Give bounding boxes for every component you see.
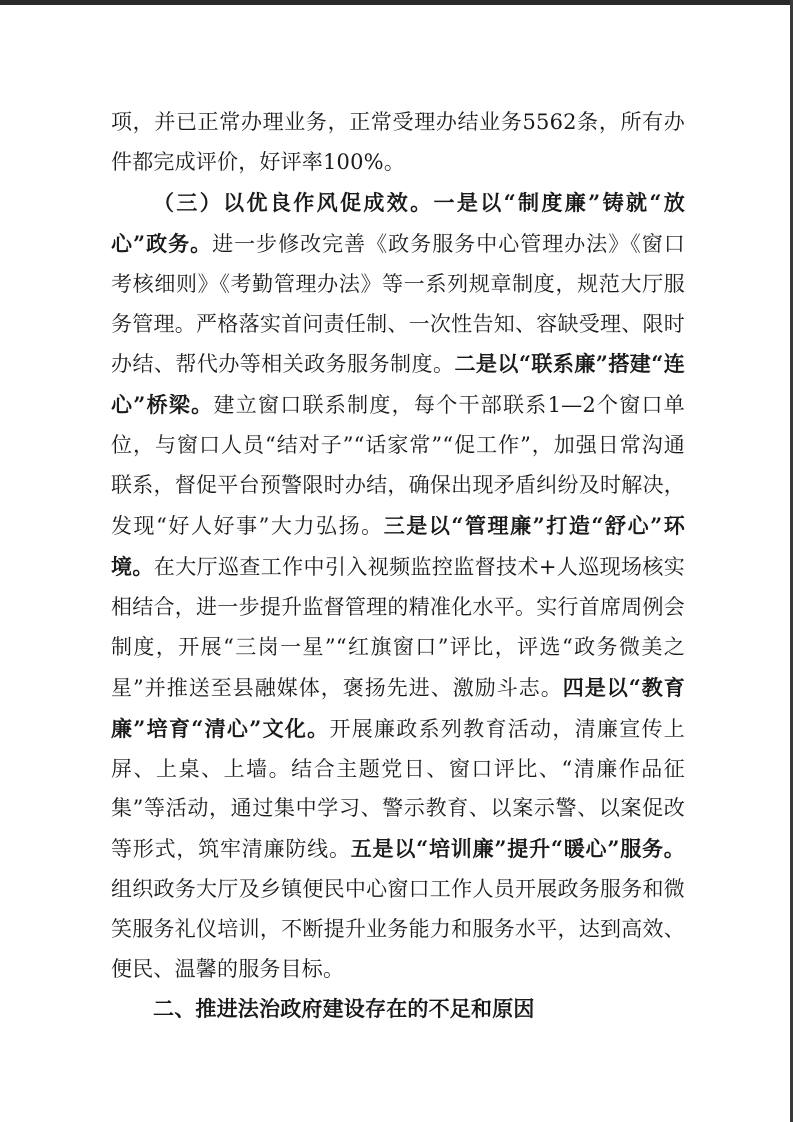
paragraph-three-bold-2: 二是以“联系廉”搭建“连心”桥梁。 — [111, 351, 686, 418]
paragraph-three — [111, 183, 685, 990]
paragraph-three-bold-3: 三是以“管理廉”打造“舒心”环境。 — [111, 513, 685, 579]
document-page — [111, 103, 685, 1030]
paragraph-three-text-4: 开展廉政系列教育活动，清廉宣传上屏、上桌、上墙。结合主题党日、窗口评比、“清廉作品征集”等活动，通过集中学习、警示教育、以案示警、以案促改等形式，筑牢清廉防线。 — [111, 716, 685, 862]
paragraph-three-text-2: 建立窗口联系制度，每个干部联系1—2个窗口单位，与窗口人员“结对子”“话家常”“促工作”，加强日常沟通联系，督促平台预警限时办结，确保出现矛盾纠纷及时解决，发现“好人好事”大力弘扬。 — [111, 393, 685, 539]
paragraph-intro: 项，并已正常办理业务，正常受理办结业务5562条，所有办件都完成评价，好评率100%。 — [111, 110, 685, 174]
paragraph-three-text-1: 进一步修改完善《政务服务中心管理办法》《窗口考核细则》《考勤管理办法》等一系列规章制度，规范大厅服务管理。严格落实首问责任制、一次性告知、容缺受理、限时办结、帮代办等相关政务服务制度。 — [111, 231, 685, 377]
scan-edge-top — [0, 0, 793, 5]
paragraph-three-bold-4: 四是以“教育廉”培育“清心”文化。 — [111, 674, 685, 741]
paragraph-three-bold-5: 五是以“培训廉”提升“暖心”服务。 — [350, 836, 685, 862]
paragraph-three-text-3: 在大厅巡查工作中引入视频监控监督技术+人巡现场核实相结合，进一步提升监督管理的精准化水平。实行首席周例会制度，开展“三岗一星”“红旗窗口”评比，评选“政务微美之星”并推送至县融媒体，褒扬先进、激励斗志。 — [111, 554, 686, 700]
paragraph-three-lead: （三）以优良作风促成效。一是以“制度廉”铸就“放心”政务。 — [111, 189, 685, 256]
paragraph-three-text-5: 组织政务大厅及乡镇便民中心窗口工作人员开展政务服务和微笑服务礼仪培训，不断提升业务能力和服务水平，达到高效、便民、温馨的服务目标。 — [111, 877, 685, 982]
section-heading: 二、推进法治政府建设存在的不足和原因 — [153, 996, 535, 1021]
